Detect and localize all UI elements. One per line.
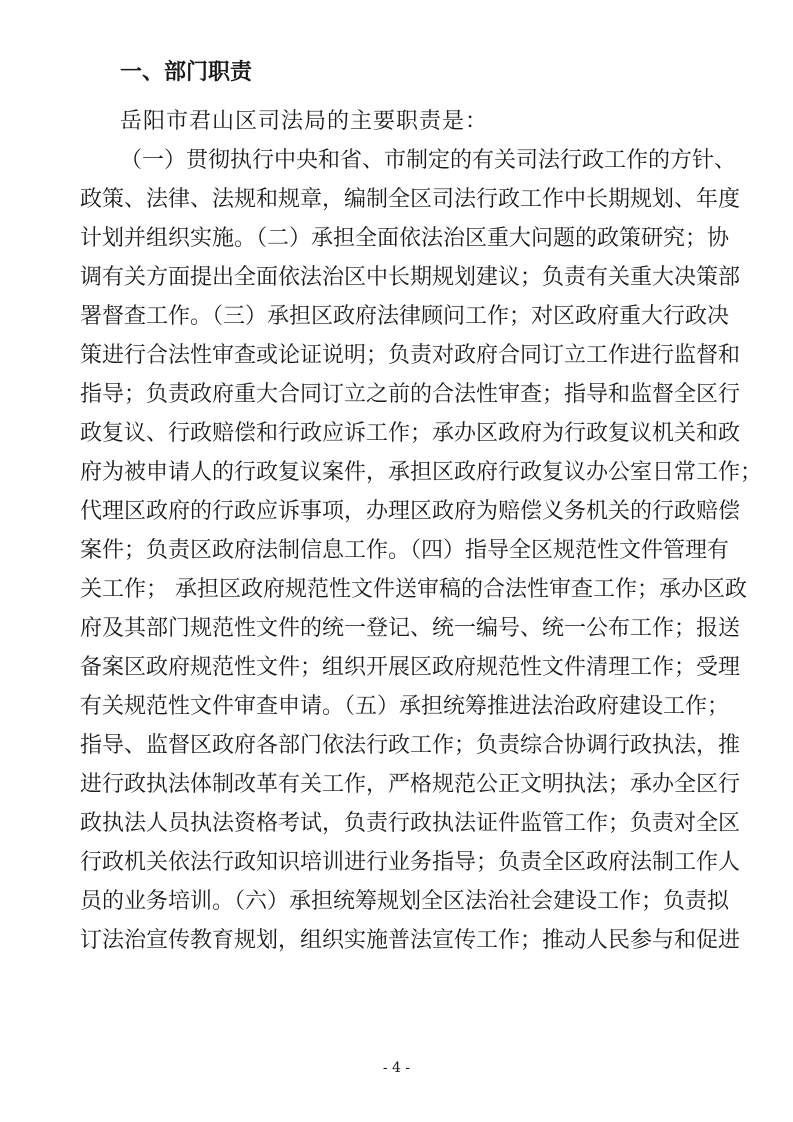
text-line: 计划并组织实施。（二）承担全面依法治区重大问题的政策研究；协 — [80, 226, 730, 251]
text-line: 府为被申请人的行政复议案件，承担区政府行政复议办公室日常工作； — [80, 460, 763, 485]
text-line: 备案区政府规范性文件；组织开展区政府规范性文件清理工作；受理 — [80, 655, 741, 680]
section-heading: 一、部门职责 — [120, 60, 253, 85]
text-line: 行政机关依法行政知识培训进行业务指导；负责全区政府法制工作人 — [80, 850, 741, 875]
text-line: 关工作； 承担区政府规范性文件送审稿的合法性审查工作；承办区政 — [80, 577, 747, 602]
page-number: - 4 - — [382, 1060, 411, 1076]
text-line: 政复议、行政赔偿和行政应诉工作；承办区政府为行政复议机关和政 — [80, 421, 741, 446]
text-line: 订法治宣传教育规划，组织实施普法宣传工作；推动人民参与和促进 — [80, 928, 741, 953]
text-line: 调有关方面提出全面依法治区中长期规划建议；负责有关重大决策部 — [80, 265, 741, 290]
text-line: 进行政执法体制改革有关工作，严格规范公正文明执法；承办全区行 — [80, 772, 741, 797]
text-line: 指导；负责政府重大合同订立之前的合法性审查；指导和监督全区行 — [80, 382, 741, 407]
text-line: 员的业务培训。（六）承担统筹规划全区法治社会建设工作；负责拟 — [80, 889, 730, 914]
text-line: 署督查工作。（三）承担区政府法律顾问工作；对区政府重大行政决 — [80, 304, 730, 329]
text-line: 政策、法律、法规和规章，编制全区司法行政工作中长期规划、年度 — [80, 187, 741, 212]
text-line: 策进行合法性审查或论证说明；负责对政府合同订立工作进行监督和 — [80, 343, 741, 368]
text-line: 代理区政府的行政应诉事项，办理区政府为赔偿义务机关的行政赔偿 — [80, 499, 741, 524]
text-line: 政执法人员执法资格考试，负责行政执法证件监管工作；负责对全区 — [80, 811, 741, 836]
intro-paragraph: 岳阳市君山区司法局的主要职责是： — [120, 109, 489, 134]
text-line: 府及其部门规范性文件的统一登记、统一编号、统一公布工作；报送 — [80, 616, 741, 641]
text-line: 案件；负责区政府法制信息工作。（四）指导全区规范性文件管理有 — [80, 538, 730, 563]
text-line: 指导、监督区政府各部门依法行政工作；负责综合协调行政执法，推 — [80, 733, 741, 758]
text-line: 有关规范性文件审查申请。（五）承担统筹推进法治政府建设工作； — [80, 694, 730, 719]
text-line: （一）贯彻执行中央和省、市制定的有关司法行政工作的方针、 — [120, 148, 737, 173]
